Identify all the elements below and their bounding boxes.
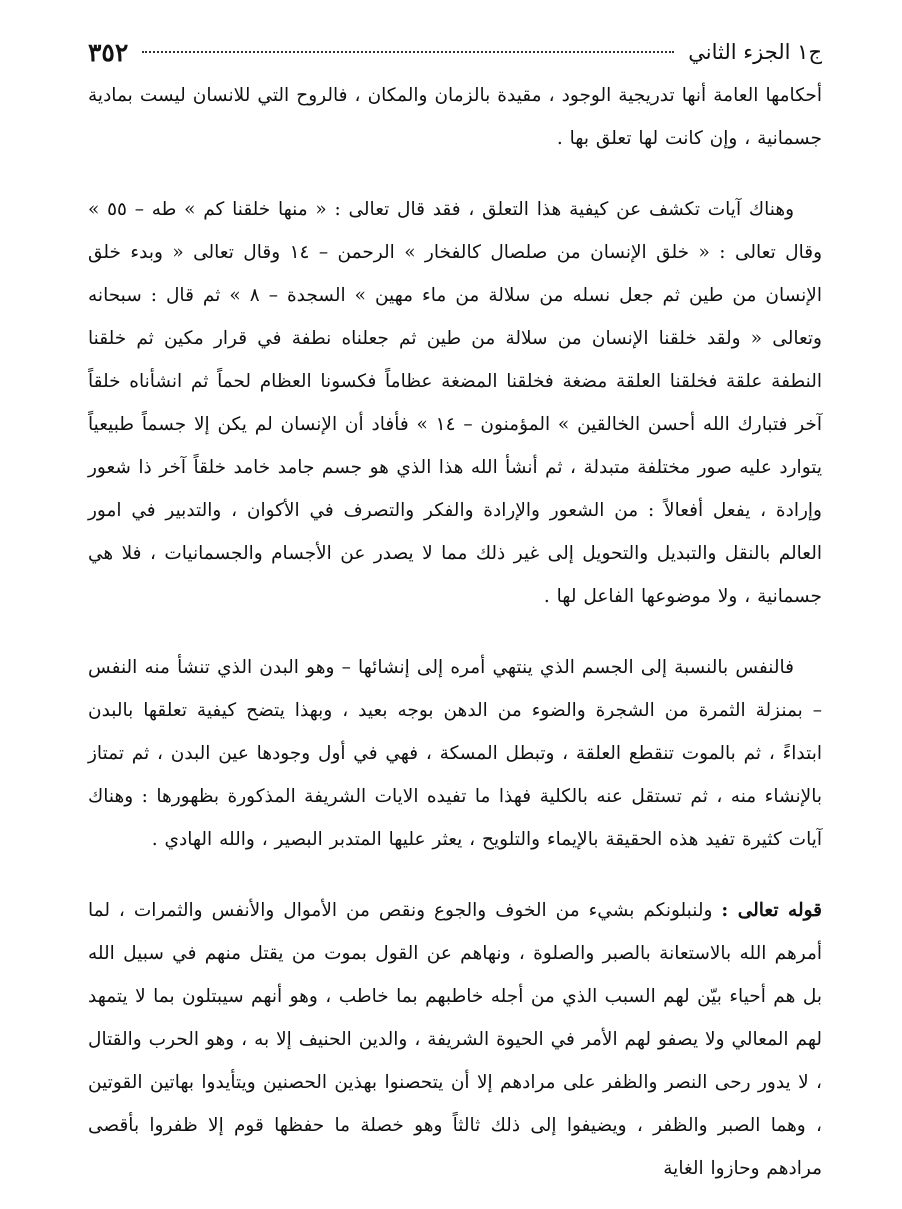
verse-lead: قوله تعالى :: [721, 900, 822, 921]
running-head: ج١ الجزء الثاني: [688, 40, 822, 64]
header-dotted-rule: [142, 51, 674, 53]
paragraph-1: أحكامها العامة أنها تدريجية الوجود ، مقيدة بالزمان والمكان ، فالروح التي للانسان ليست بمادية جسمانية ، وإن كانت لها تعلق بها .: [88, 85, 822, 149]
page-header: [88, 30, 822, 74]
page-number: ٣٥٢: [88, 37, 129, 67]
paragraph-2: وهناك آيات تكشف عن كيفية هذا التعلق ، فقد قال تعالى : « منها خلقنا كم » طه – ٥٥ » وقال تعالى : « خلق الإنسان من صلصال كالفخار » الرحمن – ١٤ وقال تعالى « وبدء خلق الإنسان من طين ثم جعل نسله من سلالة من ماء مهين » السجدة – ٨ » ثم قال : سبحانه وتعالى « ولقد خلقنا الإنسان من سلالة من طين ثم جعلناه نطفة في قرار مكين ثم خلقنا النطفة علقة فخلقنا العلقة مضغة فخلقنا المضغة عظاماً فكسونا العظام لحماً ثم انشأناه خلقاً آخر فتبارك الله أحسن الخالقين » المؤمنون – ١٤ » فأفاد أن الإنسان لم يكن إلا جسماً طبيعياً يتوارد عليه صور مختلفة متبدلة ، ثم أنشأ الله هذا الذي هو جسم جامد خامد خلقاً آخر ذا شعور وإرادة ، يفعل أفعالاً : من الشعور والإرادة والفكر والتصرف في الأكوان ، والتدبير في امور العالم بالنقل والتبديل والتحويل إلى غير ذلك مما لا يصدر عن الأجسام والجسمانيات ، فلا هي جسمانية ، ولا موضوعها الفاعل لها .: [88, 199, 822, 607]
paragraph-3: فالنفس بالنسبة إلى الجسم الذي ينتهي أمره إلى إنشائها – وهو البدن الذي تنشأ منه النفس – بمنزلة الثمرة من الشجرة والضوء من الدهن بوجه بعيد ، وبهذا يتضح كيفية تعلقها بالبدن ابتداءً ، ثم بالموت تنقطع العلقة ، وتبطل المسكة ، فهي في أول وجودها عين البدن ، ثم تمتاز بالإنشاء منه ، ثم تستقل عنه بالكلية فهذا ما تفيده الايات الشريفة المذكورة بظهورها : وهناك آيات كثيرة تفيد هذه الحقيقة بالإيماء والتلويح ، يعثر عليها المتدبر البصير ، والله الهادي .: [88, 657, 822, 850]
paragraph-4: [88, 889, 822, 1190]
book-page: [88, 30, 822, 1190]
paragraph-4-body: ولنبلونكم بشيء من الخوف والجوع ونقص من الأموال والأنفس والثمرات ، لما أمرهم الله بالاستعانة بالصبر والصلوة ، ونهاهم عن القول بموت من يقتل منهم في سبيل الله بل هم أحياء بيّن لهم السبب الذي من أجله خاطبهم بما خاطب ، وهو أنهم سيبتلون بما لا يتمهد لهم المعالي ولا يصفو لهم الأمر في الحيوة الشريفة ، والدين الحنيف إلا به ، وهو الحرب والقتال ، لا يدور رحى النصر والظفر على مرادهم إلا أن يتحصنوا بهذين الحصنين ويتأيدوا بهاتين القوتين ، وهما الصبر والظفر ، ويضيفوا إلى ذلك ثالثاً وهو خصلة ما حفظها قوم إلا ظفروا بأقصى مرادهم وحازوا الغاية: [88, 900, 822, 1179]
